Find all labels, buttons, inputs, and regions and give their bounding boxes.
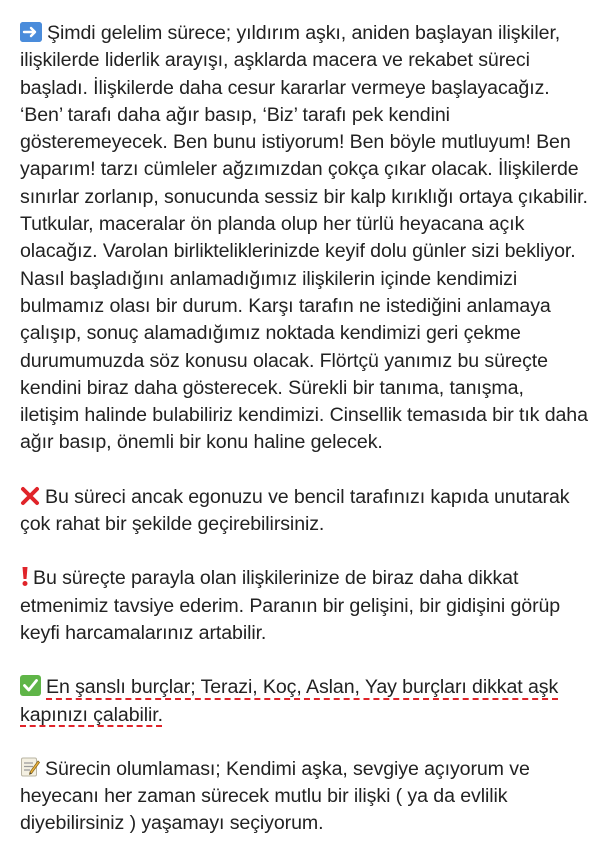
paragraph-ego: [20, 484, 588, 539]
cross-mark-icon: [20, 486, 40, 506]
paragraph-money: [20, 565, 588, 647]
paragraph-affirmation: [20, 756, 588, 838]
paragraph-text-underlined: En şanslı burçlar; Terazi, Koç, Aslan, Yay burçları dikkat aşk kapınızı çalabilir.: [20, 676, 559, 726]
paragraph-text: Bu süreçte parayla olan ilişkilerinize de biraz daha dikkat etmenimiz tavsiye ederim. Paranın bir gelişini, bir gidişini görüp keyfi harcamalarınız artabilir.: [20, 567, 561, 644]
paragraph-text: Bu süreci ancak egonuzu ve bencil tarafınızı kapıda unutarak çok rahat bir şekilde geçirebilirsiniz.: [20, 485, 570, 536]
right-arrow-icon: [20, 22, 42, 42]
paragraph-text: Sürecin olumlaması; Kendimi aşka, sevgiye açıyorum ve heyecanı her zaman sürecek mutlu bir ilişki ( ya da evlilik diyebilirsiniz ) yaşamayı seçiyorum.: [20, 757, 530, 835]
paragraph-intro: [20, 20, 588, 457]
exclamation-icon: [20, 565, 30, 587]
paragraph-lucky-signs: [20, 674, 588, 729]
memo-icon: [20, 756, 40, 778]
paragraph-text: Şimdi gelelim sürece; yıldırım aşkı, aniden başlayan ilişkiler, ilişkilerde liderlik arayışı, aşklarda macera ve rekabet süreci başladı. İlişkilerde daha cesur kararlar vermeye başlayacağız. ‘Ben’ tarafı daha ağır basıp, ‘Biz’ tarafı pek kendini gösteremeyecek. Ben bunu istiyorum! Ben böyle mutluyum! Ben yaparım! tarzı cümleler ağzımızdan çokça çıkar olacak. İlişkilerde sınırlar zorlanıp, sonucunda sessiz bir kalp kırıklığı ortaya çıkabilir. Tutkular, maceralar ön planda olup her türlü heyacana açık olacağız. Varolan birlikteliklerinizde keyif dolu günler sizi bekliyor. Nasıl başladığını anlamadığımız ilişkilerin içinde kendimizi bulmamız olası bir durum. Karşı tarafın ne istediğini anlamaya çalışıp, sonuç alamadığımız noktada kendimizi geri çekme durumumuzda söz konusu olacak. Flörtçü yanımız bu süreçte kendini biraz daha gösterecek. Sürekli bir tanıma, tanışma, iletişim halinde bulabiliriz kendimizi. Cinsellik temasıda bir tık daha ağır basıp, önemli bir konu haline gelecek.: [20, 22, 588, 454]
check-mark-icon: [20, 675, 41, 696]
post-content: [20, 20, 588, 838]
